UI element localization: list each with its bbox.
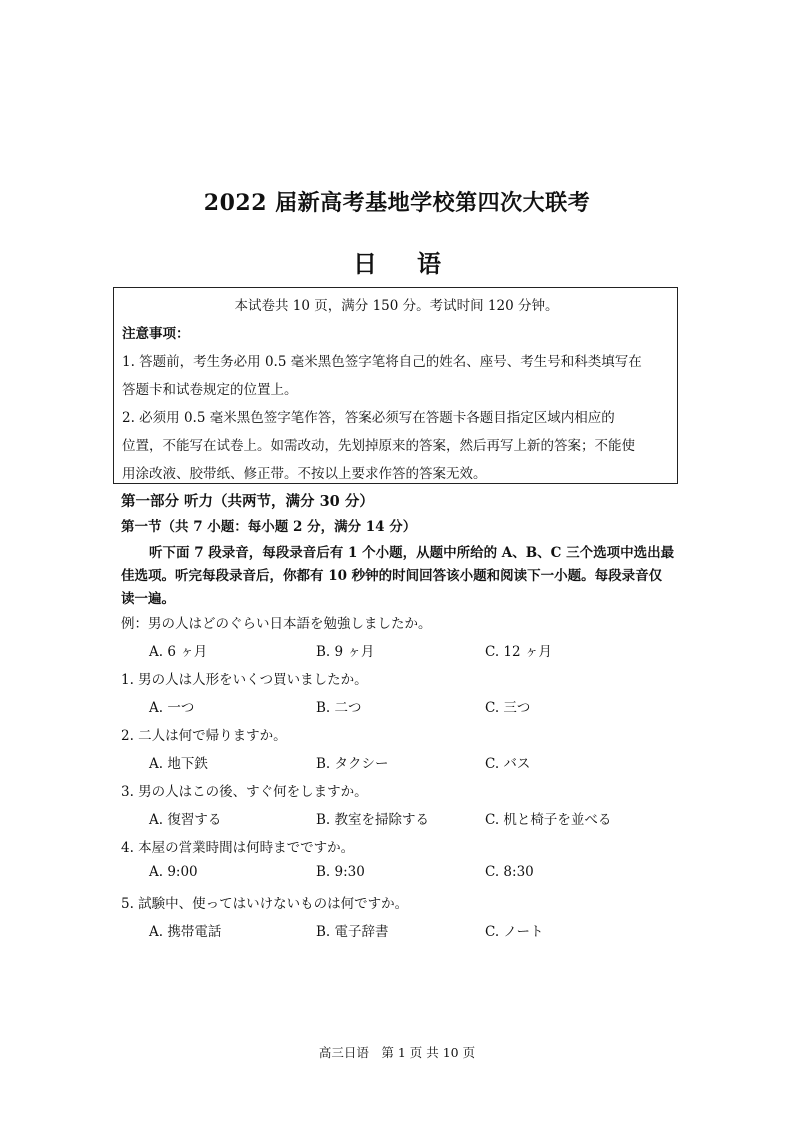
option-a: A. 9:00 — [149, 864, 198, 880]
page-footer: 高三日语 第 1 页 共 10 页 — [318, 1045, 476, 1060]
option-c: C. 三つ — [485, 700, 531, 716]
option-c: C. ノート — [485, 924, 544, 940]
option-a: A. 6 ヶ月 — [149, 644, 208, 660]
option-b: B. 9 ヶ月 — [316, 644, 375, 660]
question-text: 3. 男の人はこの後、すぐ何をしますか。 — [121, 784, 368, 800]
instruction-line: 读一遍。 — [121, 591, 175, 607]
notice-line: 2. 必须用 0.5 毫米黑色签字笔作答，答案必须写在答题卡各题目指定区域内相应的 — [122, 410, 615, 426]
notice-line: 位置，不能写在试卷上。如需改动，先划掉原来的答案，然后再写上新的答案；不能使 — [122, 438, 635, 454]
notice-line: 用涂改液、胶带纸、修正带。不按以上要求作答的答案无效。 — [122, 466, 487, 482]
option-a: A. 一つ — [149, 700, 195, 716]
question-text: 1. 男の人は人形をいくつ買いましたか。 — [121, 672, 368, 688]
question-text: 2. 二人は何で帰りますか。 — [121, 728, 287, 744]
option-b: B. タクシー — [316, 756, 389, 772]
notice-box — [113, 287, 678, 484]
subject-title: 日语 — [353, 249, 481, 278]
section1-heading: 第一节（共 7 小题：每小题 2 分，满分 14 分） — [121, 519, 417, 535]
exam-summary: 本试卷共 10 页，满分 150 分。考试时间 120 分钟。 — [234, 298, 559, 314]
instruction-line: 佳选项。听完每段录音后，你都有 10 秒钟的时间回答该小题和阅读下一小题。每段录音仅 — [121, 568, 663, 584]
part1-heading: 第一部分 听力（共两节，满分 30 分） — [121, 493, 374, 510]
option-b: B. 9:30 — [316, 864, 365, 880]
question-text: 例：男の人はどのぐらい日本語を勉強しましたか。 — [121, 616, 432, 632]
notice-heading: 注意事项： — [122, 326, 190, 342]
option-a: A. 携帯電話 — [149, 924, 222, 940]
option-b: B. 二つ — [316, 700, 362, 716]
option-a: A. 復習する — [149, 812, 222, 828]
option-b: B. 電子辞書 — [316, 924, 389, 940]
option-a: A. 地下鉄 — [149, 756, 208, 772]
question-text: 5. 試験中、使ってはいけないものは何ですか。 — [121, 896, 409, 912]
option-c: C. 12 ヶ月 — [485, 644, 552, 660]
notice-line: 答题卡和试卷规定的位置上。 — [122, 382, 298, 398]
option-c: C. 8:30 — [485, 864, 534, 880]
option-c: C. 机と椅子を並べる — [485, 812, 612, 828]
instruction-line: 听下面 7 段录音，每段录音后有 1 个小题，从题中所给的 A、B、C 三个选项中选出最 — [149, 545, 675, 561]
exam-title: 2022 届新高考基地学校第四次大联考 — [203, 190, 591, 216]
option-c: C. バス — [485, 756, 531, 772]
option-b: B. 教室を掃除する — [316, 812, 430, 828]
notice-line: 1. 答题前，考生务必用 0.5 毫米黑色签字笔将自己的姓名、座号、考生号和科类填写在 — [122, 354, 642, 370]
question-text: 4. 本屋の営業時間は何時までですか。 — [121, 840, 355, 856]
